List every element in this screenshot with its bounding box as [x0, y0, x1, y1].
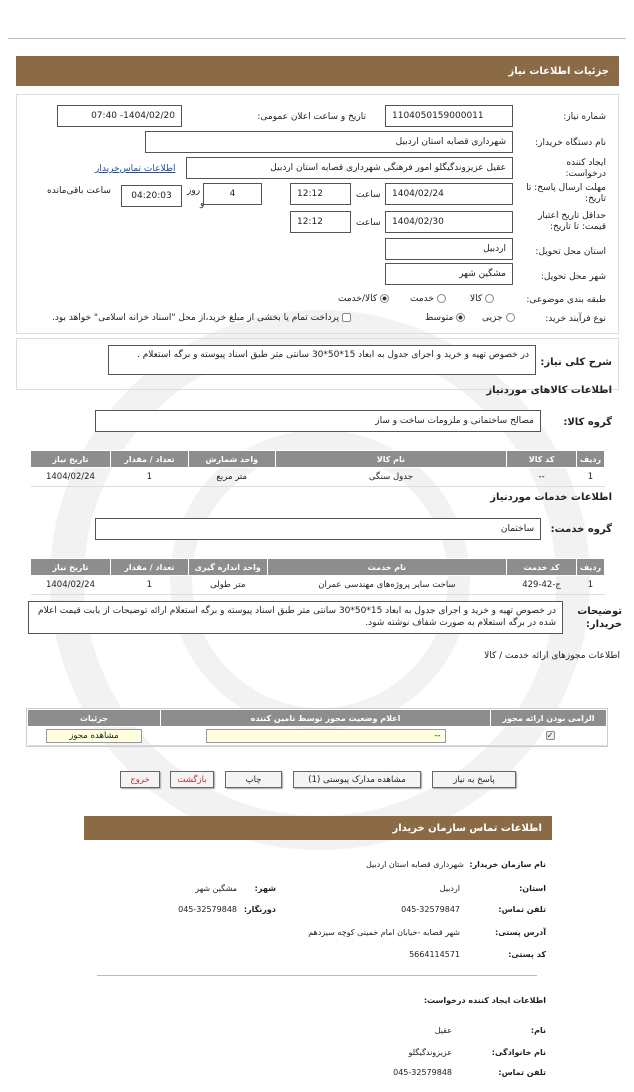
buyer-notes-field: در خصوص تهیه و خرید و اجرای جدول به ابعاد 15*50*30 سانتی متر طبق اسناد پیوسته و برگه استعلام ارائه توضیحات از بابت قیمت اعلام شده در برگه استعلام به صورت شفاف نوشته شود.: [28, 601, 563, 634]
contact-city-value: مشگین شهر: [195, 884, 237, 893]
back-button[interactable]: بازگشت: [170, 771, 214, 788]
contact-section-header: [84, 816, 552, 840]
delivery-province-label: استان محل تحویل:: [535, 247, 606, 257]
contact-org-value: شهرداری قصابه استان اردبیل: [365, 860, 464, 869]
process-option-medium[interactable]: متوسط: [425, 313, 465, 323]
buyer-org-label: نام دستگاه خریدار:: [535, 138, 606, 148]
radio-selected-icon: [456, 313, 465, 322]
delivery-city-label: شهر محل تحویل:: [540, 272, 606, 282]
creator-first-name-label: نام:: [530, 1026, 546, 1035]
permits-col-details: جزئیات: [28, 710, 161, 727]
contact-address-label: آدرس پستی:: [495, 928, 546, 937]
deadline-time-label: ساعت: [356, 190, 381, 200]
category-option-service[interactable]: خدمت: [410, 294, 446, 304]
price-validity-date-field: 1404/02/30: [385, 211, 513, 233]
service-group-label: گروه خدمت:: [550, 524, 612, 535]
contact-section-title: اطلاعات تماس سازمان خریدار: [392, 822, 542, 834]
permit-status-field[interactable]: --: [206, 729, 446, 743]
creator-last-name-value: عزیزوندگیگلو: [408, 1048, 452, 1057]
process-type-label: نوع فرآیند خرید:: [545, 314, 606, 324]
exit-button[interactable]: خروج: [120, 771, 160, 788]
contact-province-value: اردبیل: [439, 884, 460, 893]
permits-col-required: الزامی بودن ارائه مجوز: [491, 710, 607, 727]
radio-selected-icon: [380, 294, 389, 303]
category-option-both[interactable]: کالا/خدمت: [338, 294, 389, 304]
creator-section-title: اطلاعات ایجاد کننده درخواست:: [423, 996, 546, 1005]
checkbox-icon: [342, 313, 351, 322]
price-validity-time-label: ساعت: [356, 218, 381, 228]
radio-icon: [437, 294, 446, 303]
deadline-label: مهلت ارسال پاسخ: تا تاریخ:: [526, 183, 606, 204]
remaining-time-field: 04:20:03: [121, 185, 182, 207]
deadline-days-field: 4: [203, 183, 262, 205]
category-label: طبقه بندی موضوعی:: [526, 295, 606, 305]
process-option-minor[interactable]: جزیی: [482, 313, 515, 323]
remaining-time-label: ساعت باقی‌مانده: [47, 186, 111, 196]
goods-col-code: کد کالا: [507, 451, 577, 468]
contact-phone-label: تلفن تماس:: [498, 905, 546, 914]
price-validity-label: حداقل تاریخ اعتبار قیمت: تا تاریخ:: [538, 211, 606, 232]
permits-table: [26, 708, 608, 747]
creator-first-name-value: عقیل: [434, 1026, 452, 1035]
delivery-province-field: اردبیل: [385, 238, 513, 260]
service-group-field: ساختمان: [95, 518, 541, 540]
goods-table: [30, 450, 605, 487]
creator-phone-value: 045-32579848: [393, 1068, 452, 1077]
goods-section-title: اطلاعات کالاهای موردنیاز: [486, 385, 612, 396]
contact-city-label: شهر:: [254, 884, 276, 893]
radio-icon: [485, 294, 494, 303]
permits-col-status: اعلام وضعیت مجوز توسط تامین کننده: [161, 710, 491, 727]
goods-col-date: تاریخ نیاز: [31, 451, 111, 468]
contact-postal-value: 5664114571: [409, 950, 460, 959]
goods-col-name: نام کالا: [275, 451, 506, 468]
deadline-date-field: 1404/02/24: [385, 183, 513, 205]
summary-label: شرح کلی نیاز:: [540, 357, 612, 368]
radio-icon: [506, 313, 515, 322]
services-col-unit: واحد اندازه گیری: [188, 559, 267, 576]
contact-fax-value: 045-32579848: [178, 905, 237, 914]
attachments-button[interactable]: مشاهده مدارک پیوستی (1): [293, 771, 421, 788]
permits-section-title: اطلاعات مجوزهای ارائه خدمت / کالا: [484, 651, 620, 661]
need-number-field: 1104050159000011: [385, 105, 513, 127]
requester-field: عقیل عزیزوندگیگلو امور فرهنگی شهرداری قصابه استان اردبیل: [186, 157, 513, 179]
contact-address-value: شهر قصابه -خیابان امام خمینی کوچه سیزدهم: [308, 928, 460, 937]
requester-label: ایجاد کننده درخواست:: [565, 158, 606, 179]
services-col-qty: تعداد / مقدار: [110, 559, 188, 576]
table-row: 1 ج-42-429 ساخت سایر پروژه‌های مهندسی عمران متر طولی 1 1404/02/24: [31, 576, 605, 595]
services-table: [30, 558, 605, 595]
delivery-city-field: مشگین شهر: [385, 263, 513, 285]
goods-col-row: ردیف: [577, 451, 605, 468]
buyer-notes-label: توضیحات خریدار:: [577, 606, 622, 630]
contact-divider: [97, 975, 537, 976]
contact-fax-label: دورنگار:: [243, 905, 276, 914]
contact-phone-value: 045-32579847: [401, 905, 460, 914]
contact-postal-label: کد پستی:: [508, 950, 546, 959]
category-option-goods[interactable]: کالا: [470, 294, 494, 304]
goods-col-unit: واحد شمارش: [188, 451, 275, 468]
goods-group-field: مصالح ساختمانی و ملزومات ساخت و ساز: [95, 410, 541, 432]
view-permit-button[interactable]: مشاهده مجوز: [46, 729, 142, 743]
contact-org-label: نام سازمان خریدار:: [469, 860, 546, 869]
services-col-date: تاریخ نیاز: [31, 559, 111, 576]
reply-button[interactable]: پاسخ به نیاز: [432, 771, 516, 788]
table-row: [28, 727, 607, 746]
goods-group-label: گروه کالا:: [563, 417, 612, 428]
services-col-row: ردیف: [577, 559, 605, 576]
services-col-code: کد خدمت: [507, 559, 577, 576]
days-and-label: و: [200, 199, 205, 209]
print-button[interactable]: چاپ: [225, 771, 282, 788]
services-section-title: اطلاعات خدمات موردنیاز: [490, 492, 612, 503]
price-validity-time-field: 12:12: [290, 211, 351, 233]
announce-datetime-field: 1404/02/20- 07:40: [57, 105, 182, 127]
buyer-org-field: شهرداری قصابه استان اردبیل: [145, 131, 513, 153]
summary-field: در خصوص تهیه و خرید و اجرای جدول به ابعاد 15*50*30 سانتی متر طبق اسناد پیوسته و برگه استعلام .: [108, 345, 536, 375]
deadline-time-field: 12:12: [290, 183, 351, 205]
permit-required-checkbox[interactable]: ✓: [546, 731, 554, 740]
creator-last-name-label: نام خانوادگی:: [491, 1048, 546, 1057]
services-col-name: نام خدمت: [267, 559, 506, 576]
creator-phone-label: تلفن تماس:: [498, 1068, 546, 1077]
announce-datetime-label: تاریخ و ساعت اعلان عمومی:: [257, 112, 366, 122]
treasury-payment-checkbox[interactable]: پرداخت تمام یا بخشی از مبلغ خرید،از محل "اسناد خزانه اسلامی" خواهد بود.: [52, 313, 351, 323]
need-details-header: [16, 56, 619, 86]
need-number-label: شماره نیاز:: [563, 112, 606, 122]
buyer-contact-link[interactable]: اطلاعات تماس‌خریدار: [95, 164, 176, 174]
need-details-title: جزئیات اطلاعات نیاز: [508, 65, 609, 77]
table-row: 1 -- جدول سنگی متر مربع 1 1404/02/24: [31, 468, 605, 487]
contact-province-label: استان:: [519, 884, 546, 893]
goods-col-qty: تعداد / مقدار: [110, 451, 188, 468]
days-label: روز: [187, 186, 201, 196]
